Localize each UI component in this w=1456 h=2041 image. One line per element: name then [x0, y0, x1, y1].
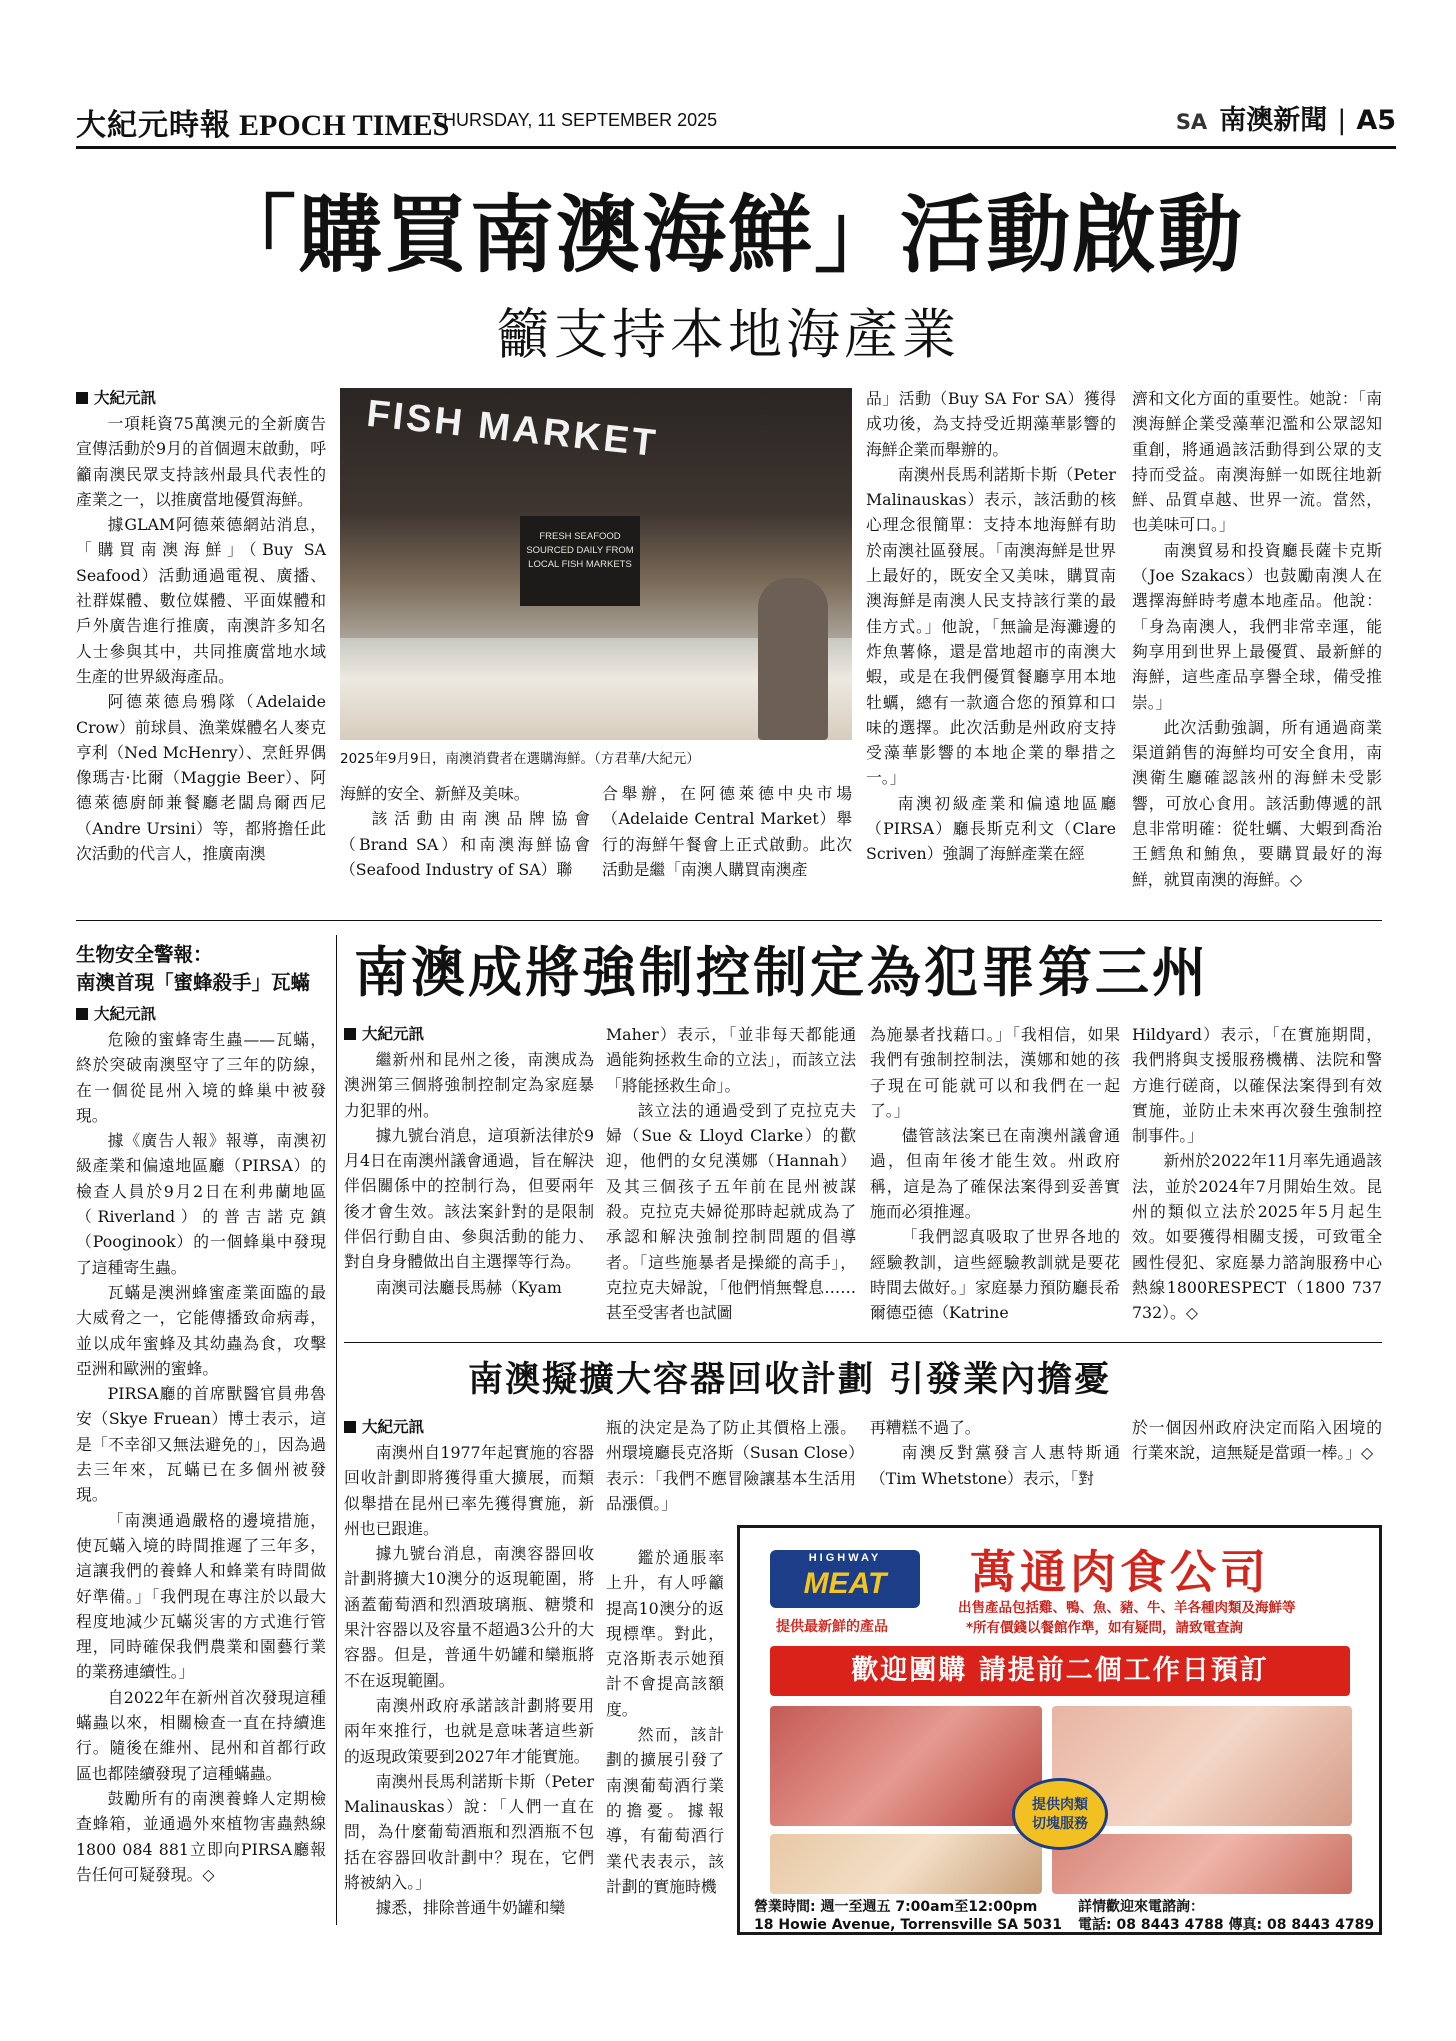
paragraph: 該活動由南澳品牌協會（Brand SA）和南澳海鮮協會（Seafood Industry of SA）聯	[340, 809, 590, 879]
ad-products: 出售產品包括雞、鴨、魚、豬、牛、羊各種肉類及海鮮等	[958, 1600, 1296, 1616]
issue-date: THURSDAY, 11 SEPTEMBER 2025	[432, 110, 718, 130]
square-bullet-icon	[76, 1008, 88, 1020]
ad-address: 18 Howie Avenue, Torrensville SA 5031	[754, 1917, 1062, 1933]
article1-photo	[340, 388, 852, 740]
ad-hours: 營業時間: 週一至週五 7:00am至12:00pm	[754, 1899, 1038, 1915]
paragraph: 儘管該法案已在南澳州議會通過，但南年後才能生效。州政府稱，這是為了確保法案得到妥善實施而必須推遲。	[870, 1126, 1120, 1222]
paragraph: 據《廣告人報》報導，南澳初級產業和偏遠地區廳（PIRSA）的檢查人員於9月2日在利弗蘭地區（Riverland）的普吉諾克鎮（Pooginook）的一個蜂巢中發現了這種寄生蟲。	[76, 1131, 326, 1277]
article2-col2	[606, 1022, 856, 1326]
section-rule	[76, 920, 1382, 921]
paragraph: 新州於2022年11月率先通過該法，並於2024年7月開始生效。昆州的類似立法於2025年5月起生效。如要獲得相關支援，可致電全國性侵犯、家庭暴力諮詢服務中心熱線1800RESPECT（1800 737 732）。◇	[1132, 1151, 1382, 1323]
article1-col1	[76, 386, 326, 866]
paragraph: 於一個因州政府決定而陷入困境的行業來說，這無疑是當頭一棒。」◇	[1132, 1418, 1382, 1463]
article1-col4	[866, 386, 1116, 867]
paragraph: 阿德萊德烏鴉隊（Adelaide Crow）前球員、漁業媒體名人麥克亨利（Ned McHenry）、烹飪界偶像瑪吉·比爾（Maggie Beer）、阿德萊德廚師兼餐廳老闆烏爾西尼（Andre Ursini）等，都將擔任此次活動的代言人，推廣南澳	[76, 692, 326, 864]
paragraph: 繼新州和昆州之後，南澳成為澳洲第三個將強制控制定為家庭暴力犯罪的州。	[344, 1050, 594, 1120]
ad-tagline: 提供最新鮮的產品	[776, 1619, 888, 1635]
paragraph: 此次活動強調，所有通過商業渠道銷售的海鮮均可安全食用，南澳衛生廳確認該州的海鮮未受影響，可放心食用。該活動傳遞的訊息非常明確：從牡蠣、大蝦到喬治王鱈魚和鮪魚，要購買最好的海鮮，就買南澳的海鮮。◇	[1132, 717, 1382, 889]
article3-byline: 大紀元訊	[344, 1415, 594, 1440]
ad-company-name: 萬通肉食公司	[970, 1545, 1270, 1599]
paragraph: 然而，該計劃的擴展引發了南澳葡萄酒行業的擔憂。據報導，有葡萄酒行業代表表示，該計劃的實施時機	[606, 1725, 724, 1896]
paragraph: 瓦蟎是澳洲蜂蜜產業面臨的最大威脅之一，它能傳播致命病毒，並以成年蜜蜂及其幼蟲為食，攻擊亞洲和歐洲的蜜蜂。	[76, 1282, 326, 1378]
article1-headline: 「購買南澳海鮮」活動啟動	[211, 185, 1244, 284]
paragraph: Hildyard）表示，「在實施期間，我們將與支援服務機構、法院和警方進行磋商，以確保法案得到有效實施，並防止未來再次發生強制控制事件。」	[1132, 1025, 1382, 1146]
paragraph: 瓶的決定是為了防止其價格上漲。州環境廳長克洛斯（Susan Close）表示：「我們不應冒險讓基本生活用品漲價。」	[606, 1418, 856, 1513]
article1-subhead: 籲支持本地海產業	[496, 303, 960, 366]
paragraph: 濟和文化方面的重要性。她說：「南澳海鮮企業受藻華氾濫和公眾認知重創，將通過該活動得到公眾的支持而受益。南澳海鮮一如既往地新鮮、品質卓越、世界一流。當然，也美味可口。」	[1132, 389, 1382, 535]
paragraph: 危險的蜜蜂寄生蟲——瓦蟎，終於突破南澳堅守了三年的防線，在一個從昆州入境的蜂巢中被發現。	[76, 1030, 326, 1125]
paragraph: 鼓勵所有的南澳養蜂人定期檢查蜂箱，並通過外來植物害蟲熱線1800 084 881立即向PIRSA廳報告任何可疑發現。◇	[76, 1788, 326, 1884]
square-bullet-icon	[344, 1028, 356, 1040]
logo-main-text: MEAT	[803, 1567, 887, 1600]
article3-col1	[344, 1415, 594, 1921]
sidebar-title-line1: 生物安全警報：	[76, 943, 213, 966]
masthead-rule	[76, 146, 1396, 149]
article3-col2b	[606, 1545, 724, 1899]
meat-photo	[770, 1834, 1042, 1894]
ad-contact	[1078, 1898, 1374, 1934]
section-rule	[344, 1342, 1382, 1343]
paragraph: 品」活動（Buy SA For SA）獲得成功後，為支持受近期藻華影響的海鮮企業而舉辦的。	[866, 389, 1116, 459]
paragraph: 南澳州長馬利諾斯卡斯（Peter Malinauskas）表示，該活動的核心理念很簡單：支持本地海鮮有助於南澳社區發展。「南澳海鮮是世界上最好的，既安全又美味，購買南澳海鮮是南澳人民支持該行業的最佳方式。」他說，「無論是海灘邊的炸魚薯條，還是當地超市的南澳大蝦，或是在我們優質餐廳享用本地牡蠣，總有一款適合您的預算和口味的選擇。此次活動是州政府支持受藻華影響的本地企業的舉措之一。」	[866, 464, 1116, 788]
cutting-service-badge	[1012, 1778, 1108, 1850]
ad-pricing-note: *所有價錢以餐館作準，如有疑問，請致電查詢	[966, 1620, 1244, 1636]
article3-col4	[1132, 1415, 1382, 1466]
meat-shop-advertisement	[737, 1525, 1382, 1935]
badge-line2: 切塊服務	[1032, 1816, 1088, 1832]
photo-shopper	[758, 578, 828, 740]
ad-hours-address	[754, 1898, 1062, 1934]
article2-col4	[1132, 1022, 1382, 1326]
page-number: A5	[1356, 105, 1396, 136]
ad-group-order-banner: 歡迎團購 請提前二個工作日預訂	[770, 1646, 1350, 1696]
logo-top-text: HIGHWAY	[808, 1552, 882, 1564]
photo-board-text: FRESH SEAFOOD SOURCED DAILY FROM LOCAL FISH MARKETS	[520, 516, 640, 606]
meat-photo	[1052, 1834, 1352, 1894]
paragraph: 南澳州自1977年起實施的容器回收計劃即將獲得重大擴展，而類似舉措在昆州已率先獲得實施，新州也已跟進。	[344, 1443, 594, 1538]
paragraph: 南澳初級產業和偏遠地區廳（PIRSA）廳長斯克利文（Clare Scriven）強調了海鮮產業在經	[866, 793, 1116, 864]
paragraph: 南澳司法廳長馬赫（Kyam	[375, 1277, 562, 1297]
paragraph: 自2022年在新州首次發現這種蟎蟲以來，相關檢查一直在持續進行。隨後在維州、昆州和首都行政區也都陸續發現了這種蟎蟲。	[76, 1687, 326, 1783]
paragraph: 「南澳通過嚴格的邊境措施，使瓦蟎入境的時間推遲了三年多，這讓我們的養蜂人和蜂業有時間做好準備。」「我們現在專注於以最大程度地減少瓦蟎災害的方式進行管理，同時確保我們農業和園藝行業的業務連續性。」	[76, 1510, 326, 1682]
paragraph: 據悉，排除普通牛奶罐和欒	[375, 1898, 566, 1918]
sidebar-byline: 大紀元訊	[76, 1002, 326, 1027]
photo-caption: 2025年9月9日，南澳消費者在選購海鮮。（方君華/大紀元）	[340, 751, 700, 767]
sidebar-body	[76, 1002, 326, 1887]
paragraph: 合舉辦，在阿德萊德中央市場（Adelaide Central Market）舉行的海鮮午餐會上正式啟動。此次活動是繼「南澳人購買南澳產	[602, 784, 852, 879]
paragraph: 南澳州政府承諾該計劃將要用兩年來推行，也就是意味著這些新的返現政策要到2027年才能實施。	[344, 1695, 594, 1766]
meat-photo	[770, 1706, 1042, 1826]
article1-col3	[602, 781, 852, 882]
section-name: 南澳新聞	[1219, 105, 1328, 136]
paragraph: 該立法的通過受到了克拉克夫婦（Sue & Lloyd Clarke）的歡迎，他們的女兒漢娜（Hannah）及其三個孩子五年前在昆州被謀殺。克拉克夫婦從那時起就成為了承認和解決強制控制問題的倡導者。「這些施暴者是操縱的高手」，克拉克夫婦說，「他們悄無聲息……甚至受害者也試圖	[606, 1100, 856, 1323]
paper-name-cn: 大紀元時報	[76, 108, 231, 143]
photo-sign-text: FISH MARKET	[364, 392, 661, 466]
paragraph: 南澳貿易和投資廳長薩卡克斯（Joe Szakacs）也鼓勵南澳人在選擇海鮮時考慮本地產品。他說：「身為南澳人，我們非常幸運，能夠享用到世界上最優質、最新鮮的海鮮，這些產品享譽全球，備受推崇。」	[1132, 540, 1382, 712]
ad-phone: 電話: 08 8443 4788 傳真: 08 8443 4789	[1078, 1917, 1375, 1933]
separator: |	[1337, 105, 1347, 136]
ad-footer	[740, 1896, 1382, 1935]
article1-col5	[1132, 386, 1382, 892]
paragraph: 再糟糕不過了。	[870, 1418, 981, 1437]
square-bullet-icon	[344, 1421, 356, 1433]
paragraph: 鑑於通脹率上升，有人呼籲提高10澳分的返現標準。對此，克洛斯表示她預計不會提高該額度。	[606, 1548, 724, 1719]
paragraph: 為施暴者找藉口。」「我相信，如果我們有強制控制法，漢娜和她的孩子現在可能就可以和我們在一起了。」	[870, 1025, 1120, 1120]
article3-col3	[870, 1415, 1120, 1491]
masthead-logo	[76, 100, 449, 144]
highway-meat-logo	[770, 1550, 920, 1608]
column-divider	[336, 935, 337, 1925]
sidebar-title	[76, 941, 310, 997]
paper-name-en: EPOCH TIMES	[239, 109, 450, 142]
paragraph: 據GLAM阿德萊德網站消息，「購買南澳海鮮」（Buy SA Seafood）活動通過電視、廣播、社群媒體、數位媒體、平面媒體和戶外廣告進行推廣，南澳許多知名人士參與其中，共同推廣當地水域生產的世界級海產品。	[76, 515, 326, 686]
article2-col3	[870, 1022, 1120, 1326]
paragraph: 海鮮的安全、新鮮及美味。	[340, 784, 530, 803]
section-label	[1176, 98, 1396, 137]
sidebar-title-line2: 南澳首現「蜜蜂殺手」瓦蟎	[76, 971, 311, 994]
article3-col2	[606, 1415, 856, 1516]
paragraph: 「我們認真吸取了世界各地的經驗教訓，這些經驗教訓就是要花時間去做好。」家庭暴力預防廳長希爾德亞德（Katrine	[870, 1227, 1120, 1323]
paragraph: Maher）表示，「並非每天都能通過能夠拯救生命的立法」，而該立法「將能拯救生命」。	[606, 1025, 856, 1095]
article1-byline: 大紀元訊	[76, 386, 326, 411]
article2-col1	[344, 1022, 594, 1300]
article2-byline: 大紀元訊	[344, 1022, 594, 1047]
article3-headline: 南澳擬擴大容器回收計劃 引發業內擔憂	[468, 1360, 1112, 1400]
article2-headline: 南澳成將強制控制定為犯罪第三州	[354, 941, 1209, 1004]
paragraph: PIRSA廳的首席獸醫官員弗魯安（Skye Fruean）博士表示，這是「不幸卻又無法避免的」，因為過去三年來，瓦蟎已在多個州被發現。	[76, 1384, 326, 1505]
paragraph: 據九號台消息，南澳容器回收計劃將擴大10澳分的返現範圍，將涵蓋葡萄酒和烈酒玻璃瓶、糖漿和果汁容器以及容量不超過3公升的大容器。但是，普通牛奶罐和欒瓶將不在返現範圍。	[344, 1544, 594, 1690]
badge-line1: 提供肉類	[1032, 1797, 1088, 1813]
paragraph: 南澳反對黨發言人惠特斯通（Tim Whetstone）表示，「對	[870, 1443, 1120, 1488]
paragraph: 一項耗資75萬澳元的全新廣告宣傳活動於9月的首個週末啟動，呼籲南澳民眾支持該州最具代表性的產業之一，以推廣當地優質海鮮。	[76, 414, 326, 509]
paragraph: 據九號台消息，這項新法律於9月4日在南澳州議會通過，旨在解決伴侶關係中的控制行為，但要兩年後才會生效。該法案針對的是限制伴侶行動自由、參與活動的能力、對自身身體做出自主選擇等行為。	[344, 1125, 594, 1272]
ad-contact-label: 詳情歡迎來電諮詢：	[1078, 1899, 1204, 1915]
paragraph: 南澳州長馬利諾斯卡斯（Peter Malinauskas）說：「人們一直在問，為什麼葡萄酒瓶和烈酒瓶不包括在容器回收計劃中？現在，它們將被納入。」	[344, 1771, 594, 1893]
article1-col2	[340, 781, 590, 882]
square-bullet-icon	[76, 392, 88, 404]
region-tag: SA	[1175, 110, 1208, 134]
